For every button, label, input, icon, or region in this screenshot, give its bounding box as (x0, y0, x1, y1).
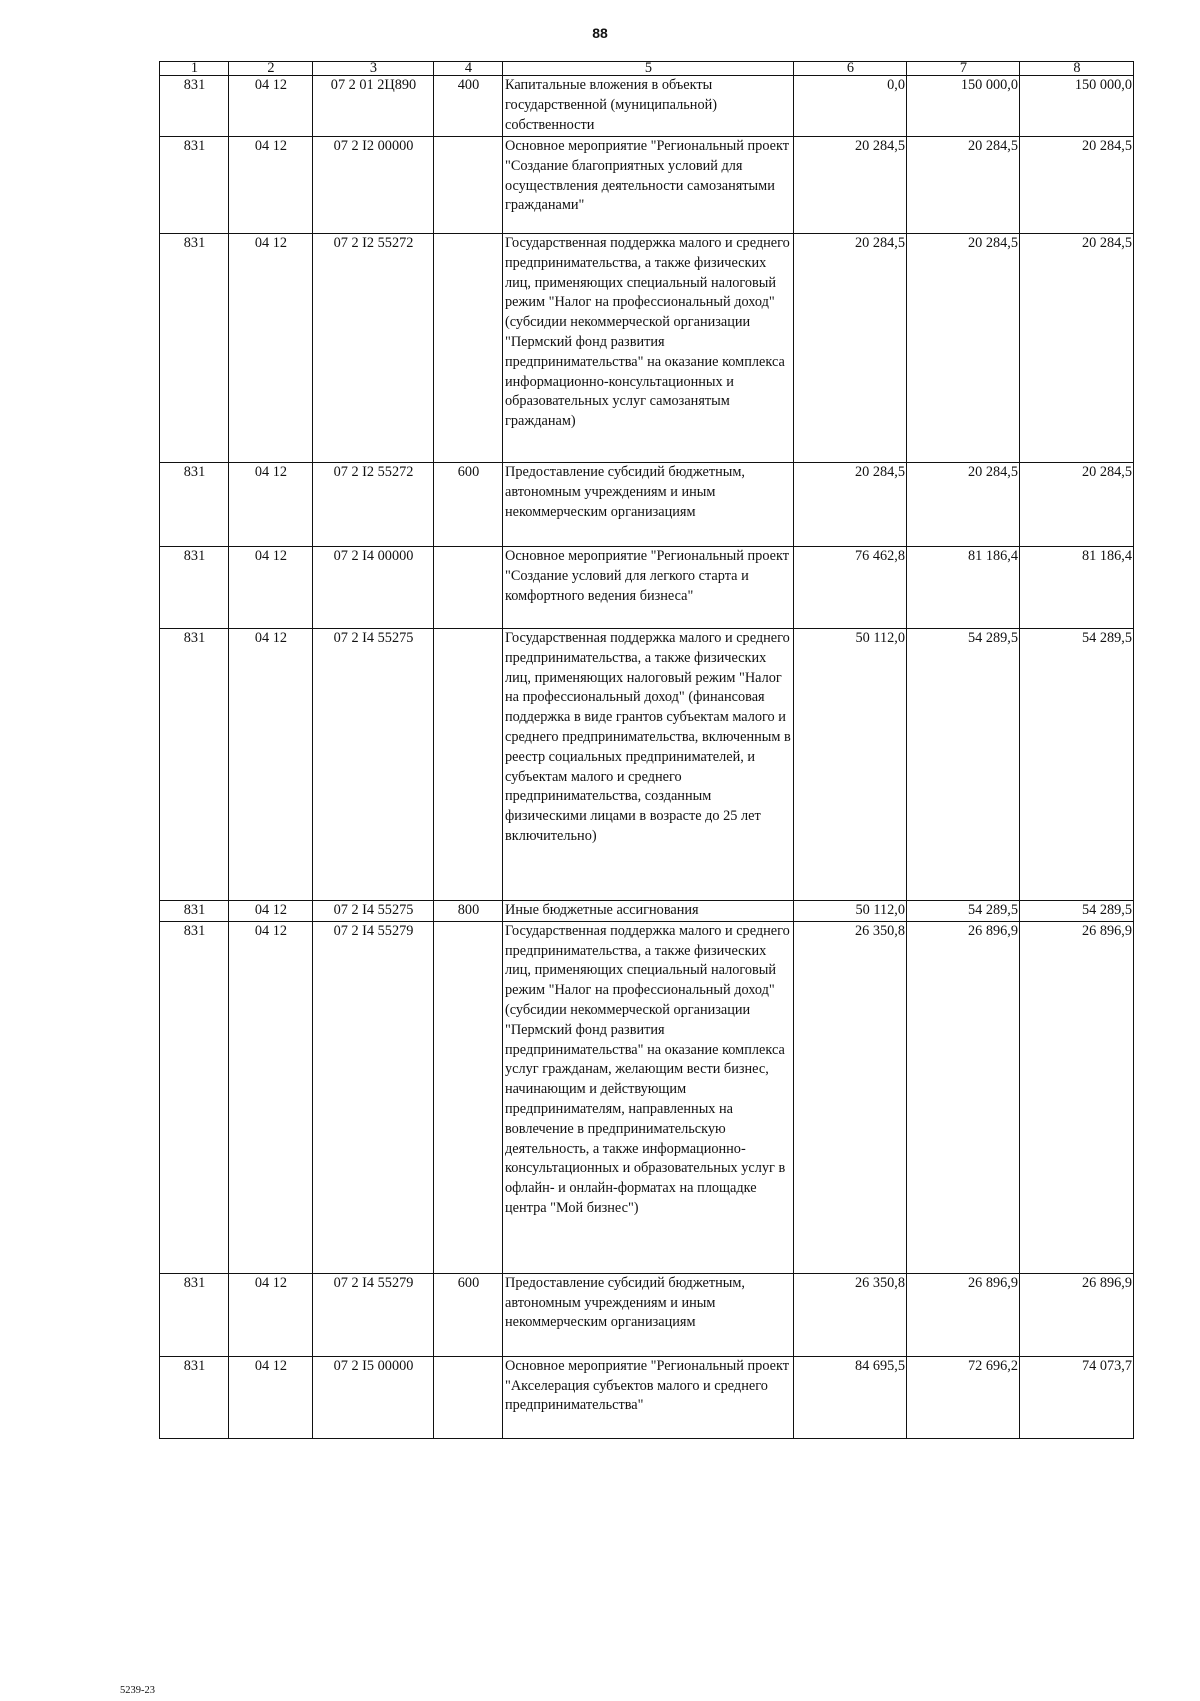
cell-expense-type: 400 (434, 76, 503, 137)
cell-expense-type: 800 (434, 901, 503, 922)
column-header: 7 (907, 62, 1020, 76)
cell-amount-col8: 54 289,5 (1020, 629, 1134, 901)
cell-amount-col8: 20 284,5 (1020, 463, 1134, 547)
cell-expense-type (434, 629, 503, 901)
table-row (160, 234, 1134, 463)
cell-amount-col7: 20 284,5 (907, 137, 1020, 234)
column-header: 5 (503, 62, 794, 76)
table-row (160, 629, 1134, 901)
cell-ministry-code: 831 (160, 901, 229, 922)
cell-amount-col8: 81 186,4 (1020, 547, 1134, 629)
cell-section-code: 04 12 (229, 137, 313, 234)
cell-amount-col6: 20 284,5 (794, 137, 907, 234)
table-row (160, 1356, 1134, 1438)
cell-ministry-code: 831 (160, 76, 229, 137)
cell-section-code: 04 12 (229, 901, 313, 922)
cell-ministry-code: 831 (160, 234, 229, 463)
cell-section-code: 04 12 (229, 76, 313, 137)
document-code: 5239-23 (120, 1685, 155, 1696)
cell-description: Предоставление субсидий бюджетным, автономным учреждениям и иным некоммерческим организациям (503, 463, 794, 547)
table-row (160, 463, 1134, 547)
cell-description: Государственная поддержка малого и среднего предпринимательства, а также физических лиц, применяющих специальный налоговый режим "Налог на профессиональный доход" (субсидии некоммерческой организации "Пермский фонд развития предпринимательства" на оказание комплекса услуг гражданам, желающим вести бизнес, начинающим и действующим предпринимателям, направленных на вовлечение в предпринимательскую деятельность, а также информационно-консультационных и образовательных услуг в офлайн- и онлайн-форматах на площадке центра "Мой бизнес") (503, 921, 794, 1273)
cell-amount-col6: 0,0 (794, 76, 907, 137)
table-header-row (160, 62, 1134, 76)
cell-section-code: 04 12 (229, 921, 313, 1273)
cell-amount-col8: 20 284,5 (1020, 234, 1134, 463)
cell-amount-col6: 26 350,8 (794, 921, 907, 1273)
cell-description: Основное мероприятие "Региональный проект "Создание благоприятных условий для осуществления деятельности самозанятыми гражданами" (503, 137, 794, 234)
cell-target-code: 07 2 I4 55279 (313, 1273, 434, 1356)
cell-amount-col7: 26 896,9 (907, 1273, 1020, 1356)
cell-amount-col8: 54 289,5 (1020, 901, 1134, 922)
cell-description: Основное мероприятие "Региональный проект "Акселерация субъектов малого и среднего предпринимательства" (503, 1356, 794, 1438)
cell-target-code: 07 2 I4 55275 (313, 901, 434, 922)
cell-amount-col8: 26 896,9 (1020, 1273, 1134, 1356)
cell-expense-type (434, 234, 503, 463)
cell-target-code: 07 2 I2 55272 (313, 234, 434, 463)
table-row (160, 1273, 1134, 1356)
cell-section-code: 04 12 (229, 1273, 313, 1356)
cell-expense-type (434, 1356, 503, 1438)
column-header: 4 (434, 62, 503, 76)
column-header: 6 (794, 62, 907, 76)
cell-target-code: 07 2 01 2Ц890 (313, 76, 434, 137)
cell-expense-type (434, 137, 503, 234)
cell-expense-type (434, 547, 503, 629)
table-row (160, 76, 1134, 137)
cell-amount-col7: 150 000,0 (907, 76, 1020, 137)
table-row (160, 547, 1134, 629)
cell-ministry-code: 831 (160, 1273, 229, 1356)
table-row (160, 901, 1134, 922)
cell-amount-col6: 26 350,8 (794, 1273, 907, 1356)
cell-amount-col6: 50 112,0 (794, 901, 907, 922)
cell-description: Государственная поддержка малого и среднего предпринимательства, а также физических лиц, применяющих специальный налоговый режим "Налог на профессиональный доход" (субсидии некоммерческой организации "Пермский фонд развития предпринимательства" на оказание комплекса информационно-консультационных и образовательных услуг самозанятым гражданам) (503, 234, 794, 463)
cell-ministry-code: 831 (160, 547, 229, 629)
cell-amount-col6: 50 112,0 (794, 629, 907, 901)
column-header: 8 (1020, 62, 1134, 76)
cell-amount-col7: 81 186,4 (907, 547, 1020, 629)
column-header: 1 (160, 62, 229, 76)
cell-section-code: 04 12 (229, 1356, 313, 1438)
cell-target-code: 07 2 I4 55275 (313, 629, 434, 901)
cell-amount-col8: 20 284,5 (1020, 137, 1134, 234)
cell-section-code: 04 12 (229, 547, 313, 629)
cell-description: Иные бюджетные ассигнования (503, 901, 794, 922)
cell-amount-col6: 20 284,5 (794, 234, 907, 463)
cell-section-code: 04 12 (229, 629, 313, 901)
cell-ministry-code: 831 (160, 137, 229, 234)
cell-ministry-code: 831 (160, 921, 229, 1273)
cell-target-code: 07 2 I4 55279 (313, 921, 434, 1273)
budget-table (159, 61, 1134, 1439)
cell-amount-col7: 54 289,5 (907, 901, 1020, 922)
cell-amount-col7: 72 696,2 (907, 1356, 1020, 1438)
cell-description: Предоставление субсидий бюджетным, автономным учреждениям и иным некоммерческим организациям (503, 1273, 794, 1356)
cell-expense-type (434, 921, 503, 1273)
table-row (160, 921, 1134, 1273)
cell-amount-col6: 84 695,5 (794, 1356, 907, 1438)
cell-target-code: 07 2 I5 00000 (313, 1356, 434, 1438)
cell-expense-type: 600 (434, 1273, 503, 1356)
cell-amount-col7: 54 289,5 (907, 629, 1020, 901)
cell-description: Капитальные вложения в объекты государственной (муниципальной) собственности (503, 76, 794, 137)
column-header: 3 (313, 62, 434, 76)
cell-section-code: 04 12 (229, 463, 313, 547)
cell-amount-col7: 20 284,5 (907, 463, 1020, 547)
cell-description: Основное мероприятие "Региональный проект "Создание условий для легкого старта и комфортного ведения бизнеса" (503, 547, 794, 629)
cell-amount-col8: 150 000,0 (1020, 76, 1134, 137)
cell-ministry-code: 831 (160, 463, 229, 547)
table-row (160, 137, 1134, 234)
column-header: 2 (229, 62, 313, 76)
page-number: 88 (592, 25, 608, 41)
cell-section-code: 04 12 (229, 234, 313, 463)
cell-amount-col8: 26 896,9 (1020, 921, 1134, 1273)
cell-amount-col7: 20 284,5 (907, 234, 1020, 463)
cell-target-code: 07 2 I2 55272 (313, 463, 434, 547)
cell-amount-col6: 20 284,5 (794, 463, 907, 547)
cell-amount-col7: 26 896,9 (907, 921, 1020, 1273)
cell-target-code: 07 2 I4 00000 (313, 547, 434, 629)
cell-amount-col6: 76 462,8 (794, 547, 907, 629)
cell-target-code: 07 2 I2 00000 (313, 137, 434, 234)
cell-amount-col8: 74 073,7 (1020, 1356, 1134, 1438)
cell-ministry-code: 831 (160, 629, 229, 901)
cell-ministry-code: 831 (160, 1356, 229, 1438)
cell-expense-type: 600 (434, 463, 503, 547)
cell-description: Государственная поддержка малого и среднего предпринимательства, а также физических лиц, применяющих налоговый режим "Налог на профессиональный доход" (финансовая поддержка в виде грантов субъектам малого и среднего предпринимательства, включенным в реестр социальных предпринимателей, и субъектам малого и среднего предпринимательства, созданным физическими лицами в возрасте до 25 лет включительно) (503, 629, 794, 901)
